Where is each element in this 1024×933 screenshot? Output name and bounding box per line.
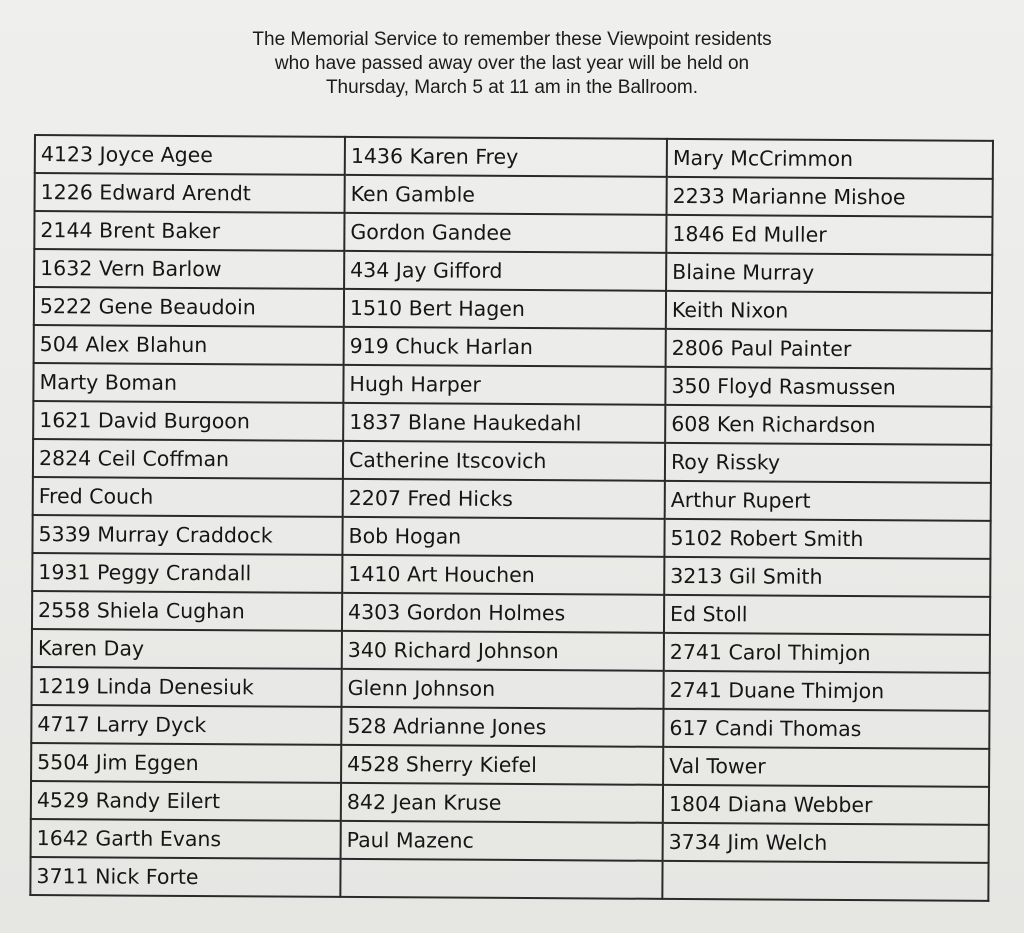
resident-name-cell: Catherine Itscovich <box>343 441 665 481</box>
resident-name-cell: 434 Jay Gifford <box>344 251 666 291</box>
resident-name-cell: 1931 Peggy Crandall <box>32 553 342 593</box>
resident-name-cell: Blaine Murray <box>666 253 992 293</box>
resident-name-cell: 1846 Ed Muller <box>666 215 992 255</box>
resident-name-cell <box>662 861 988 901</box>
resident-name-cell: 3711 Nick Forte <box>30 857 340 897</box>
table-row <box>34 287 992 331</box>
resident-name-cell: 4529 Randy Eilert <box>31 781 341 821</box>
resident-name-cell: 2741 Duane Thimjon <box>664 671 990 711</box>
resident-name-cell <box>340 859 662 899</box>
table-row <box>33 439 991 483</box>
resident-name-cell: 1837 Blane Haukedahl <box>343 403 665 443</box>
resident-name-cell: 2144 Brent Baker <box>34 211 344 251</box>
resident-name-cell: 842 Jean Kruse <box>341 783 663 823</box>
resident-name-cell: Paul Mazenc <box>341 821 663 861</box>
resident-name-cell: Roy Rissky <box>665 443 991 483</box>
resident-name-cell: 4303 Gordon Holmes <box>342 593 664 633</box>
resident-name-cell: 504 Alex Blahun <box>34 325 344 365</box>
resident-name-cell: 5339 Murray Craddock <box>32 515 342 555</box>
header-line-1: The Memorial Service to remember these Viewpoint residents <box>252 29 772 50</box>
resident-name-cell: Val Tower <box>663 747 989 787</box>
announcement-header <box>0 28 1024 100</box>
resident-name-cell: 2233 Marianne Mishoe <box>667 177 993 217</box>
resident-name-cell: 2741 Carol Thimjon <box>664 633 990 673</box>
resident-name-cell: Glenn Johnson <box>342 669 664 709</box>
resident-name-cell: Marty Boman <box>33 363 343 403</box>
table-row <box>34 249 992 293</box>
table-row <box>32 629 990 673</box>
table-row <box>35 135 993 179</box>
resident-name-cell: 350 Floyd Rasmussen <box>665 367 991 407</box>
table-row <box>33 363 991 407</box>
resident-name-cell: Hugh Harper <box>343 365 665 405</box>
resident-name-cell: 3734 Jim Welch <box>663 823 989 863</box>
resident-name-cell: 2558 Shiela Cughan <box>32 591 342 631</box>
resident-name-cell: 617 Candi Thomas <box>663 709 989 749</box>
table-row <box>31 781 989 825</box>
resident-name-cell: Karen Day <box>32 629 342 669</box>
table-row <box>32 515 990 559</box>
resident-name-cell: Bob Hogan <box>342 517 664 557</box>
resident-name-cell: 919 Chuck Harlan <box>344 327 666 367</box>
resident-name-cell: Ed Stoll <box>664 595 990 635</box>
resident-name-cell: 4123 Joyce Agee <box>35 135 345 175</box>
table-row <box>31 819 989 863</box>
resident-name-cell: 1621 David Burgoon <box>33 401 343 441</box>
resident-name-cell: 4717 Larry Dyck <box>31 705 341 745</box>
resident-name-cell: 1226 Edward Arendt <box>35 173 345 213</box>
header-line-2: who have passed away over the last year will be held on <box>274 53 750 74</box>
table-row <box>35 173 993 217</box>
residents-table-body <box>30 135 993 901</box>
table-row <box>33 477 991 521</box>
resident-name-cell: 1510 Bert Hagen <box>344 289 666 329</box>
resident-name-cell: Mary McCrimmon <box>667 139 993 179</box>
resident-name-cell: 4528 Sherry Kiefel <box>341 745 663 785</box>
resident-name-cell: 608 Ken Richardson <box>665 405 991 445</box>
header-line-3: Thursday, March 5 at 11 am in the Ballroom. <box>325 77 699 98</box>
table-row <box>31 743 989 787</box>
resident-name-cell: 1642 Garth Evans <box>31 819 341 859</box>
table-row <box>34 325 992 369</box>
resident-name-cell: 1804 Diana Webber <box>663 785 989 825</box>
resident-name-cell: 2207 Fred Hicks <box>343 479 665 519</box>
table-row <box>34 211 992 255</box>
resident-name-cell: Gordon Gandee <box>344 213 666 253</box>
resident-name-cell: 1219 Linda Denesiuk <box>32 667 342 707</box>
table-row <box>31 705 989 749</box>
residents-table <box>29 134 994 902</box>
resident-name-cell: 5222 Gene Beaudoin <box>34 287 344 327</box>
resident-name-cell: 1436 Karen Frey <box>345 137 667 177</box>
table-row <box>32 667 990 711</box>
resident-name-cell: 5102 Robert Smith <box>664 519 990 559</box>
table-row <box>30 857 988 901</box>
resident-name-cell: 1410 Art Houchen <box>342 555 664 595</box>
resident-name-cell: Fred Couch <box>33 477 343 517</box>
resident-name-cell: 2806 Paul Painter <box>666 329 992 369</box>
resident-name-cell: 3213 Gil Smith <box>664 557 990 597</box>
table-row <box>33 401 991 445</box>
table-row <box>32 591 990 635</box>
resident-name-cell: 528 Adrianne Jones <box>341 707 663 747</box>
resident-name-cell: Keith Nixon <box>666 291 992 331</box>
resident-name-cell: 5504 Jim Eggen <box>31 743 341 783</box>
resident-name-cell: 1632 Vern Barlow <box>34 249 344 289</box>
resident-name-cell: Arthur Rupert <box>665 481 991 521</box>
resident-name-cell: 2824 Ceil Coffman <box>33 439 343 479</box>
resident-name-cell: Ken Gamble <box>345 175 667 215</box>
resident-name-cell: 340 Richard Johnson <box>342 631 664 671</box>
table-row <box>32 553 990 597</box>
